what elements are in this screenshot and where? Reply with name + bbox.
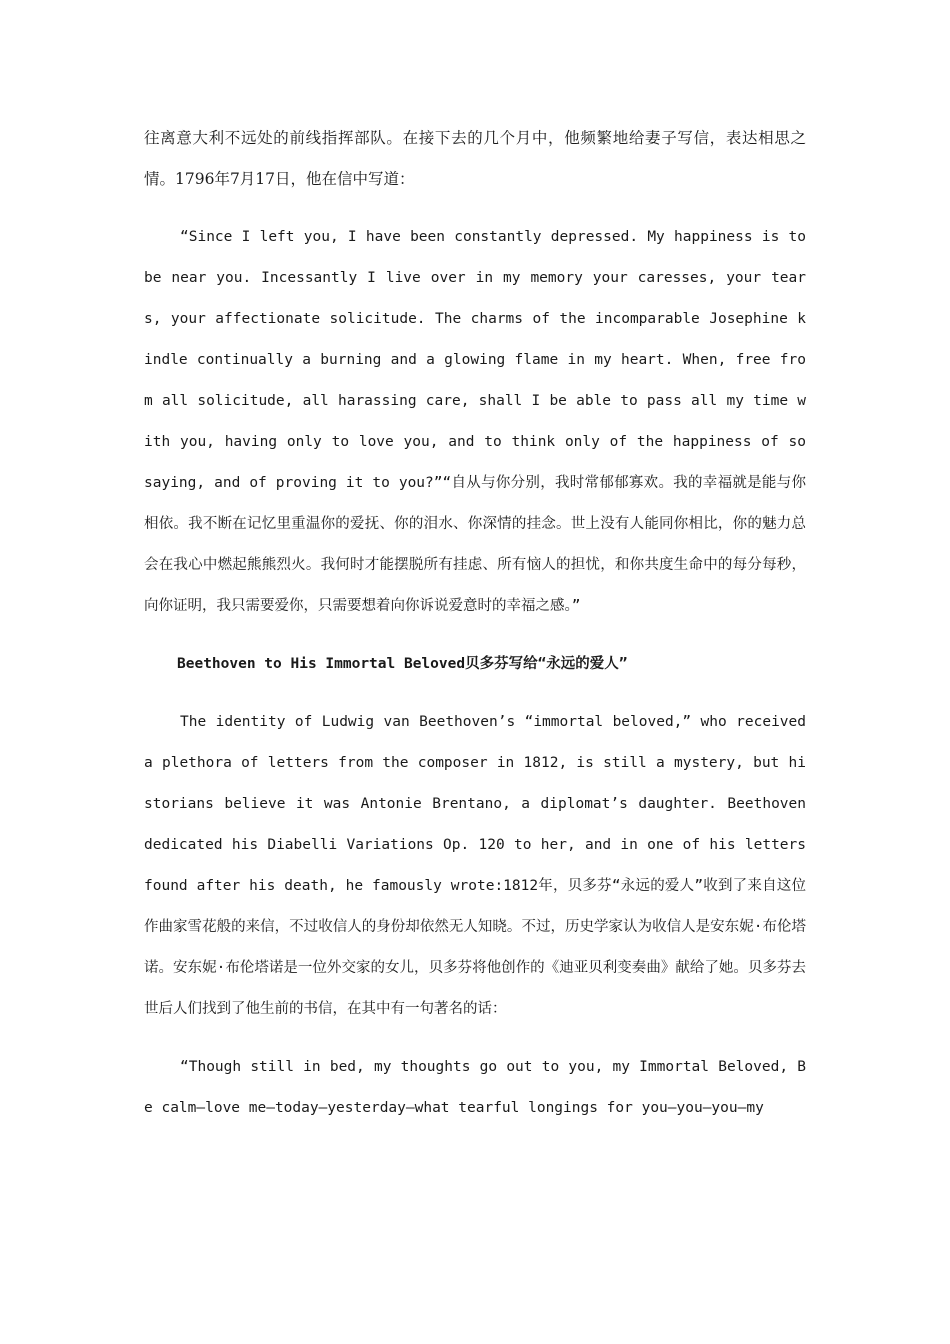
paragraph-gap [144,685,806,702]
paragraph-beethoven-letter: “Though still in bed, my thoughts go out to you, my Immortal Beloved, Be calm–love me–today–yesterday–what tearful longings for you–you–you–my [144,1059,806,1116]
paragraph-gap [144,1030,806,1047]
paragraph-napoleon-letter: “Since I left you, I have been constantly depressed. My happiness is to be near you. Incessantly I live over in my memory your caresses, your tears, your affectionate solicitude. The charms of the incomparable Josephine kindle continually a burning and a glowing flame in my heart. When, free from all solicitude, all harassing care, shall I be able to pass all my time with you, having only to love you, and to think only of the happiness of so saying, and of proving it to you?”“自从与你分别，我时常郁郁寡欢。我的幸福就是能与你相依。我不断在记忆里重温你的爱抚、你的泪水、你深情的挂念。世上没有人能同你相比，你的魅力总会在我心中燃起熊熊烈火。我何时才能摆脱所有挂虑、所有恼人的担忧，和你共度生命中的每分每秒，向你证明，我只需要爱你，只需要想着向你诉说爱意时的幸福之感。” [144,229,806,614]
paragraph-gap [144,200,806,217]
section-heading-beethoven: Beethoven to His Immortal Beloved贝多芬写给“永远的爱人” [177,656,628,672]
paragraph-gap [144,627,806,644]
paragraph-napoleon-intro: 往离意大利不远处的前线指挥部队。在接下去的几个月中，他频繁地给妻子写信，表达相思之情。1796年7月17日，他在信中写道： [144,129,806,188]
paragraph-beethoven-intro: The identity of Ludwig van Beethoven’s “immortal beloved,” who received a plethora of letters from the composer in 1812, is still a mystery, but historians believe it was Antonie Brentano, a diplomat’s daughter. Beethoven dedicated his Diabelli Variations Op. 120 to her, and in one of his letters found after his death, he famously wrote:1812年，贝多芬“永远的爱人”收到了来自这位作曲家雪花般的来信，不过收信人的身份却依然无人知晓。不过，历史学家认为收信人是安东妮·布伦塔诺。安东妮·布伦塔诺是一位外交家的女儿，贝多芬将他创作的《迪亚贝利变奏曲》献给了她。贝多芬去世后人们找到了他生前的书信，在其中有一句著名的话： [144,714,806,1017]
document-page [144,118,806,1129]
